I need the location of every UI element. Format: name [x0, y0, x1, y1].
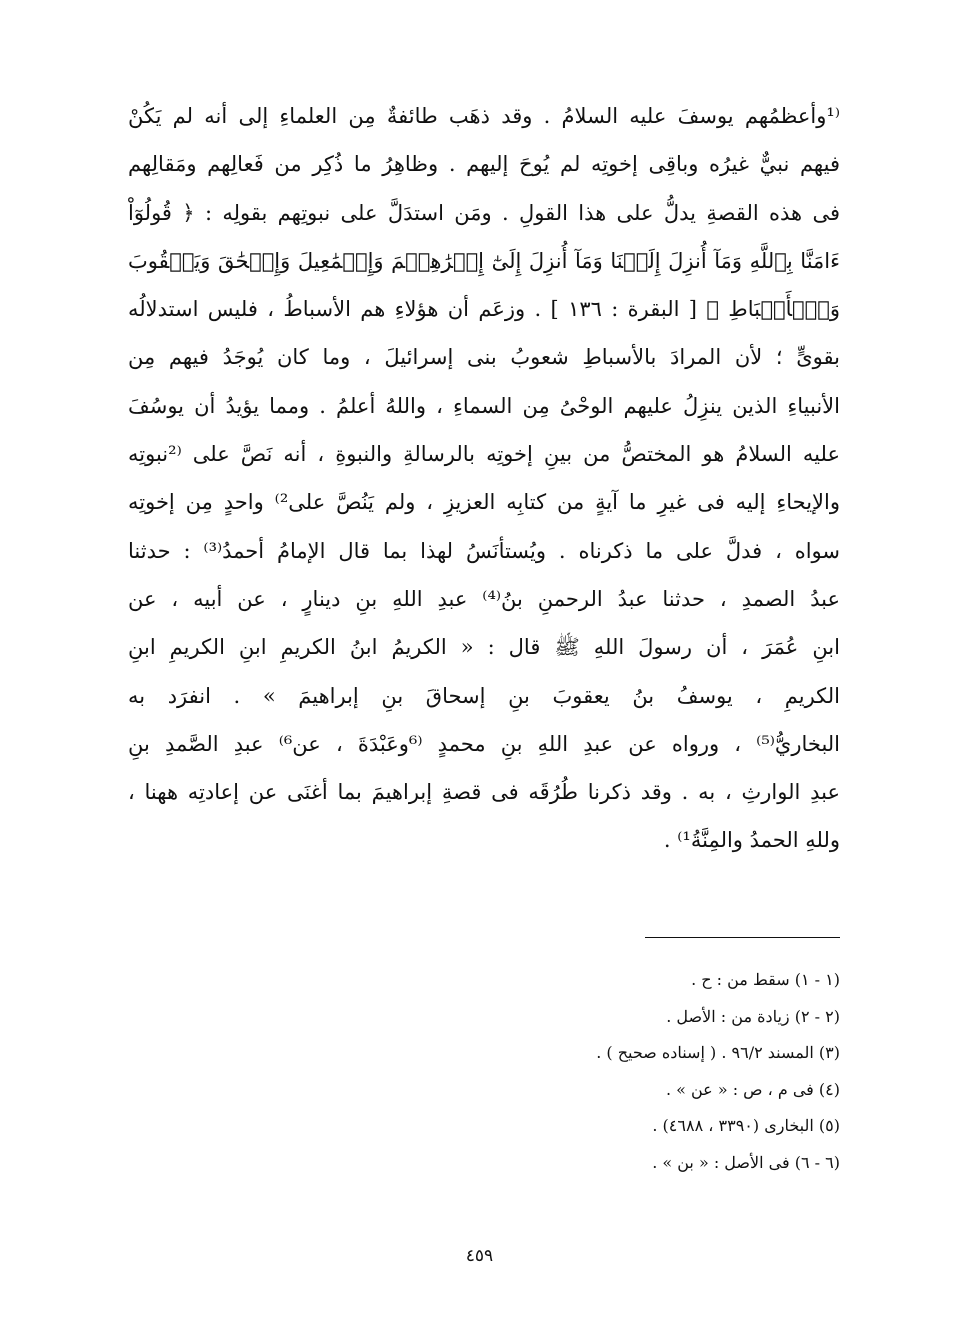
text-line: فيهم نبيٌّ غيرُه وباقِى إخوتِه لم يُوحَ إليهم . وظاهِرُ ما ذُكِر من فَعالِهم ومَقالِهم [128, 152, 840, 177]
text-line: ⁽¹وأعظمُهم يوسفَ عليه السلامُ . وقد ذهَب طائفةٌ مِن العلماءِ إلى أنه لم يَكُنْ [128, 104, 840, 128]
page-number: ٤٥٩ [465, 1246, 494, 1266]
footnotes-block [440, 962, 840, 1182]
text-line: وَٱلۡأَسۡبَاطِ ﴾ [ البقرة : ١٣٦ ] . وزعَم أن هؤلاءِ هم الأسباطُ ، فليس استدلالُه [128, 297, 840, 322]
text-line-last: وللهِ الحمدُ والمِنَّةُ¹⁾ . [663, 828, 840, 853]
footnote: (٣) المسند ٩٦/٢ . ( إسناده صحيح ) . [596, 1043, 840, 1063]
text-line: البخاريُّ⁽⁵⁾ ، ورواه عن عبدِ اللهِ بنِ محمدٍ ⁽⁶وعَبْدَةَ ، عن⁶⁾ عبدِ الصَّمدِ بنِ [128, 731, 840, 756]
text-line: عليه السلامُ هو المختصُّ من بينِ إخوتِه بالرسالةِ والنبوةِ ، أنه نَصَّ على ⁽²نبوتِه [128, 442, 840, 467]
quran-verse-line: ءَامَنَّا بِٱللَّهِ وَمَآ أُنزِلَ إِلَيۡنَا وَمَآ أُنزِلَ إِلَىٰٓ إِبۡرَٰهِـۧمَ وَإِسۡمَٰعِيلَ وَإِسۡحَٰقَ وَيَعۡقُوبَ [128, 248, 840, 273]
text-line: والإيحاءِ إليه فى غيرِ ما آيةٍ من كتابِه العزيزِ ، ولم يَنُصَّ على²⁾ واحدٍ مِن إخوتِه [128, 490, 840, 515]
footnote: (١ - ١) سقط من : ح . [691, 970, 840, 989]
text-line: بقوىٍّ ؛ لأن المرادَ بالأسباطِ شعوبُ بنى إسرائيلَ ، وما كان يُوجَدُ فيهم مِن [128, 345, 840, 370]
footnote: (٥) البخارى (٣٣٩٠ ، ٤٦٨٨) . [652, 1116, 840, 1136]
footnote: (٦ - ٦) فى الأصل : « بن » . [652, 1152, 840, 1172]
text-line: عبدِ الوارثِ ، به . وقد ذكرنا طُرُقَه فى قصةِ إبراهيمَ بما أغنَى عن إعادتِه ههنا ، [128, 780, 840, 805]
text-line: سواه ، فدلَّ على ما ذكرناه . ويُستأنَسُ لهذا بما قال الإمامُ أحمدُ⁽³⁾ : حدثنا [128, 538, 840, 563]
footnote: (٤) فى م ، ص : « عن » . [665, 1079, 840, 1099]
text-line: الأنبياءِ الذين ينزِلُ عليهم الوحْىُ مِن السماءِ ، واللهُ أعلمُ . ومما يؤيدُ أن يوسُفَ [128, 393, 840, 418]
text-line: الكريمِ ، يوسفُ بنُ يعقوبَ بنِ إسحاقَ بنِ إبراهيمَ » . انفرَد به [128, 683, 840, 708]
text-line: فى هذه القصةِ يدلُّ على هذا القولِ . ومَن استدَلَّ على نبوتِهم بقولِه : ﴿ قُولُوٓاْ [128, 200, 840, 225]
main-text-block [128, 92, 840, 865]
footnote: (٢ - ٢) زيادة من : الأصل . [666, 1006, 840, 1026]
text-line: ابنِ عُمَرَ ، أن رسولَ اللهِ ﷺ قال : « الكريمُ ابنُ الكريمِ ابنِ الكريمِ ابنِ [128, 635, 840, 660]
text-line: عبدُ الصمدِ ، حدثنا عبدُ الرحمنِ بنُ⁽⁴⁾ عبدِ اللهِ بنِ دينارٍ ، عن أبيه ، عن [128, 586, 840, 611]
footnote-separator [645, 937, 840, 938]
